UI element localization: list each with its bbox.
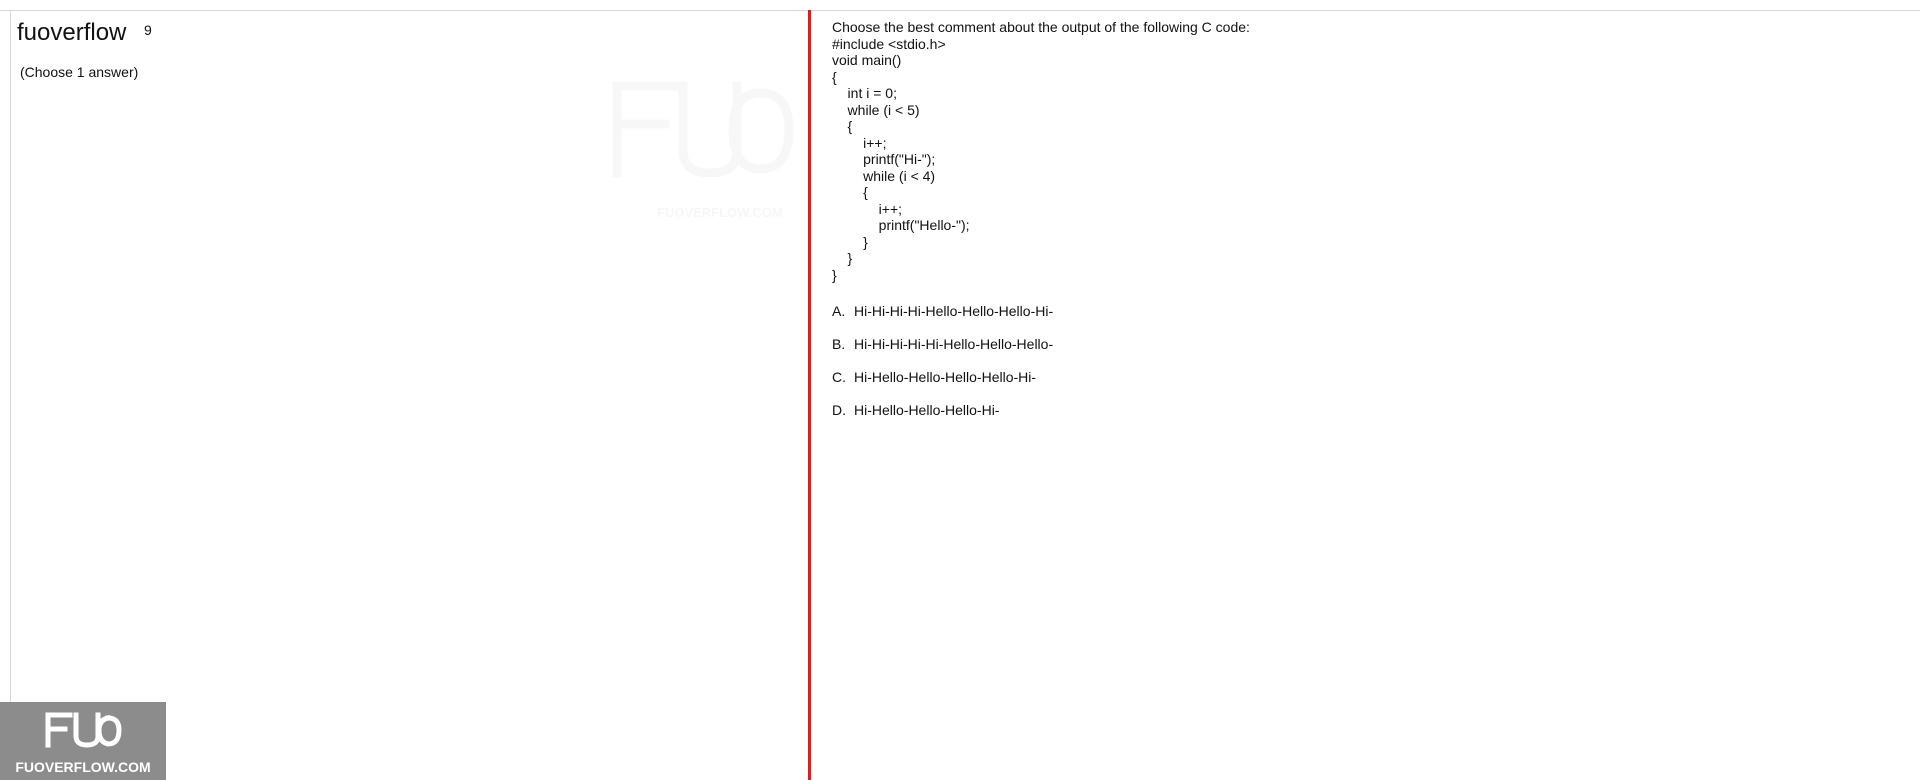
code-line: {	[832, 68, 837, 85]
code-line: while (i < 4)	[832, 167, 936, 184]
answer-text: Hi-Hi-Hi-Hi-Hi-Hello-Hello-Hello-	[854, 336, 1054, 352]
answer-options	[832, 302, 1532, 434]
answer-option-c[interactable]	[832, 368, 1532, 386]
watermark-text: FUOVERFLOW.COM	[657, 205, 783, 220]
answer-option-d[interactable]	[832, 401, 1532, 419]
brand-logo	[0, 702, 166, 780]
code-line: printf("Hi-");	[832, 151, 936, 167]
answer-text: Hi-Hello-Hello-Hello-Hi-	[854, 402, 1000, 418]
left-question-panel	[11, 11, 808, 780]
code-line: }	[832, 250, 853, 266]
answer-letter: A.	[832, 303, 846, 319]
code-line: {	[832, 184, 868, 200]
code-line: }	[832, 233, 868, 250]
brand-title: fuoverflow	[17, 19, 127, 46]
question-body	[832, 19, 1892, 283]
answer-text: Hi-Hi-Hi-Hi-Hello-Hello-Hello-Hi-	[854, 303, 1054, 319]
code-line: int i = 0;	[832, 85, 897, 101]
logo-caption: FUOVERFLOW.COM	[15, 759, 151, 775]
answer-option-a[interactable]	[832, 302, 1532, 320]
question-content-panel	[811, 11, 1920, 780]
answer-letter: C.	[832, 369, 846, 385]
answer-text: Hi-Hello-Hello-Hello-Hello-Hi-	[854, 369, 1037, 385]
code-line: i++;	[832, 200, 903, 217]
answer-letter: D.	[832, 402, 846, 418]
code-line: {	[832, 118, 853, 134]
code-line: }	[832, 266, 837, 283]
fuo-logo-icon	[0, 702, 166, 780]
code-line: i++;	[832, 134, 887, 151]
watermark	[607, 81, 797, 241]
choose-answer-hint: (Choose 1 answer)	[20, 64, 139, 80]
question-prompt: Choose the best comment about the output of the following C code:	[832, 19, 1250, 35]
code-line: while (i < 5)	[832, 101, 920, 118]
code-line: printf("Hello-");	[832, 217, 970, 233]
code-line: #include <stdio.h>	[832, 35, 946, 52]
answer-option-b[interactable]	[832, 335, 1532, 353]
answer-letter: B.	[832, 336, 846, 352]
question-number: 9	[144, 22, 152, 38]
code-line: void main()	[832, 52, 902, 68]
